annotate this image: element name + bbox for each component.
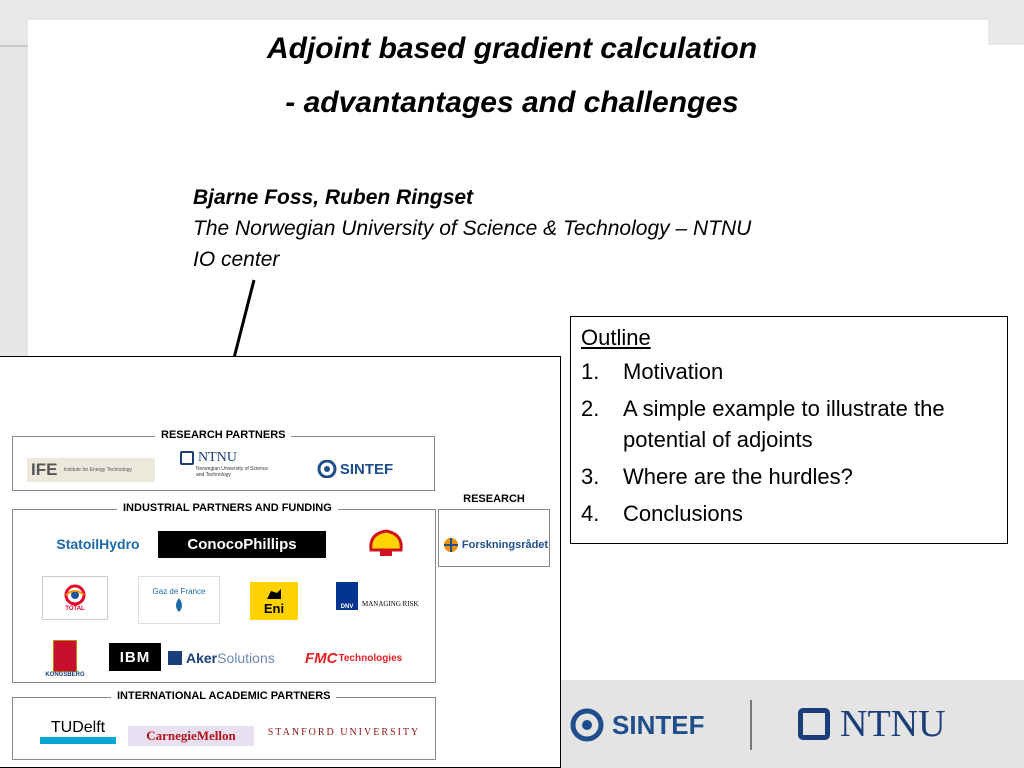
outline-item-number: 3. (581, 464, 600, 489)
ntnu-square-icon (798, 708, 830, 740)
ibm-logo: IBM (109, 643, 161, 671)
author-affiliation: The Norwegian University of Science & Technology – NTNU (193, 217, 752, 240)
ife-logo (27, 458, 155, 482)
kongsberg-text: KONGSBERG (45, 672, 85, 678)
total-logo-text: TOTAL (65, 606, 85, 612)
title-line-2: - advantantages and challenges (285, 86, 739, 119)
outline-item-number: 4. (581, 501, 600, 526)
fmc-logo (305, 648, 425, 668)
ntnu-small-subtitle: Norwegian University of Science and Technology (196, 466, 268, 478)
outline-item-text: Where are the hurdles? (623, 464, 853, 489)
carnegie-mellon-logo (128, 726, 254, 746)
title-line-1: Adjoint based gradient calculation (266, 32, 758, 65)
sintef-footer-text: SINTEF (612, 709, 705, 740)
statoilhydro-logo: StatoilHydro (56, 536, 140, 552)
ntnu-small-logo (180, 450, 280, 486)
kongsberg-logo (40, 638, 90, 680)
eni-logo-text: Eni (263, 600, 285, 616)
ntnu-footer-logo (798, 702, 946, 746)
ntnu-square-icon (180, 451, 194, 465)
total-icon (63, 584, 87, 606)
shell-icon (367, 528, 405, 558)
tudelft-logo (40, 716, 116, 746)
dnv-logo-mark: DNV (336, 582, 358, 610)
outline-item-number: 2. (581, 396, 600, 421)
outline-item-4 (581, 498, 997, 529)
kongsberg-crest-icon (53, 640, 77, 672)
outline-list (581, 356, 997, 529)
tudelft-bar (40, 737, 116, 744)
forskningsradet-text: Forskningsrådet (461, 539, 549, 551)
fmc-technologies-text: Technologies (338, 652, 403, 664)
sintef-swirl-icon (570, 708, 606, 742)
gaz-de-france-logo (138, 576, 220, 624)
research-funding-label: RESEARCH (463, 493, 525, 505)
gaz-de-france-icon (169, 596, 189, 614)
outline-item-text: A simple example to illustrate the potential of adjoints (623, 396, 945, 452)
ife-logo-subtitle: Institute for Energy Technology (63, 467, 133, 473)
shell-logo (367, 528, 405, 563)
outline-item-number: 1. (581, 359, 600, 384)
fmc-text: FMC (305, 649, 338, 667)
outline-item-text: Motivation (623, 359, 724, 384)
footer-divider (750, 700, 752, 750)
group-title: INTERNATIONAL ACADEMIC PARTNERS (111, 690, 336, 702)
aker-solutions-text: Solutions (217, 650, 275, 666)
aker-icon (168, 651, 182, 665)
outline-item-1 (581, 356, 997, 387)
group-title: INDUSTRIAL PARTNERS AND FUNDING (117, 502, 338, 514)
dnv-logo (336, 582, 432, 612)
total-logo (42, 576, 108, 620)
outline-item-2 (581, 393, 997, 455)
ife-logo-text: IFE (31, 460, 58, 479)
group-title: RESEARCH PARTNERS (155, 429, 291, 441)
gaz-de-france-text: Gaz de France (152, 586, 206, 596)
sintef-footer-logo (570, 708, 704, 742)
authors-block (193, 182, 751, 275)
sintef-small-logo (300, 458, 410, 480)
aker-solutions-logo (168, 648, 300, 668)
outline-heading: Outline (581, 325, 651, 350)
outline-item-text: Conclusions (623, 501, 743, 526)
dnv-tagline: MANAGING RISK (362, 600, 419, 608)
sintef-small-text: SINTEF (339, 460, 394, 478)
stanford-logo (258, 724, 430, 740)
outline-box (570, 316, 1008, 544)
sintef-swirl-icon (317, 460, 337, 478)
carnegie-mellon-text: CarnegieMellon (146, 728, 236, 743)
forskningsradet-icon (442, 536, 460, 554)
eni-dog-icon (265, 587, 283, 601)
ntnu-small-text: NTNU (198, 450, 237, 465)
ntnu-footer-text: NTNU (840, 703, 946, 745)
eni-logo (250, 582, 298, 620)
tudelft-text: TUDelft (50, 718, 106, 736)
forskningsradet-logo (440, 534, 550, 556)
stanford-text: STANFORD UNIVERSITY (267, 726, 421, 738)
conocophillips-logo: ConocoPhillips (158, 531, 326, 558)
author-center: IO center (193, 248, 280, 271)
outline-item-3 (581, 461, 997, 492)
author-names: Bjarne Foss, Ruben Ringset (193, 186, 474, 209)
aker-text: Aker (186, 650, 218, 666)
